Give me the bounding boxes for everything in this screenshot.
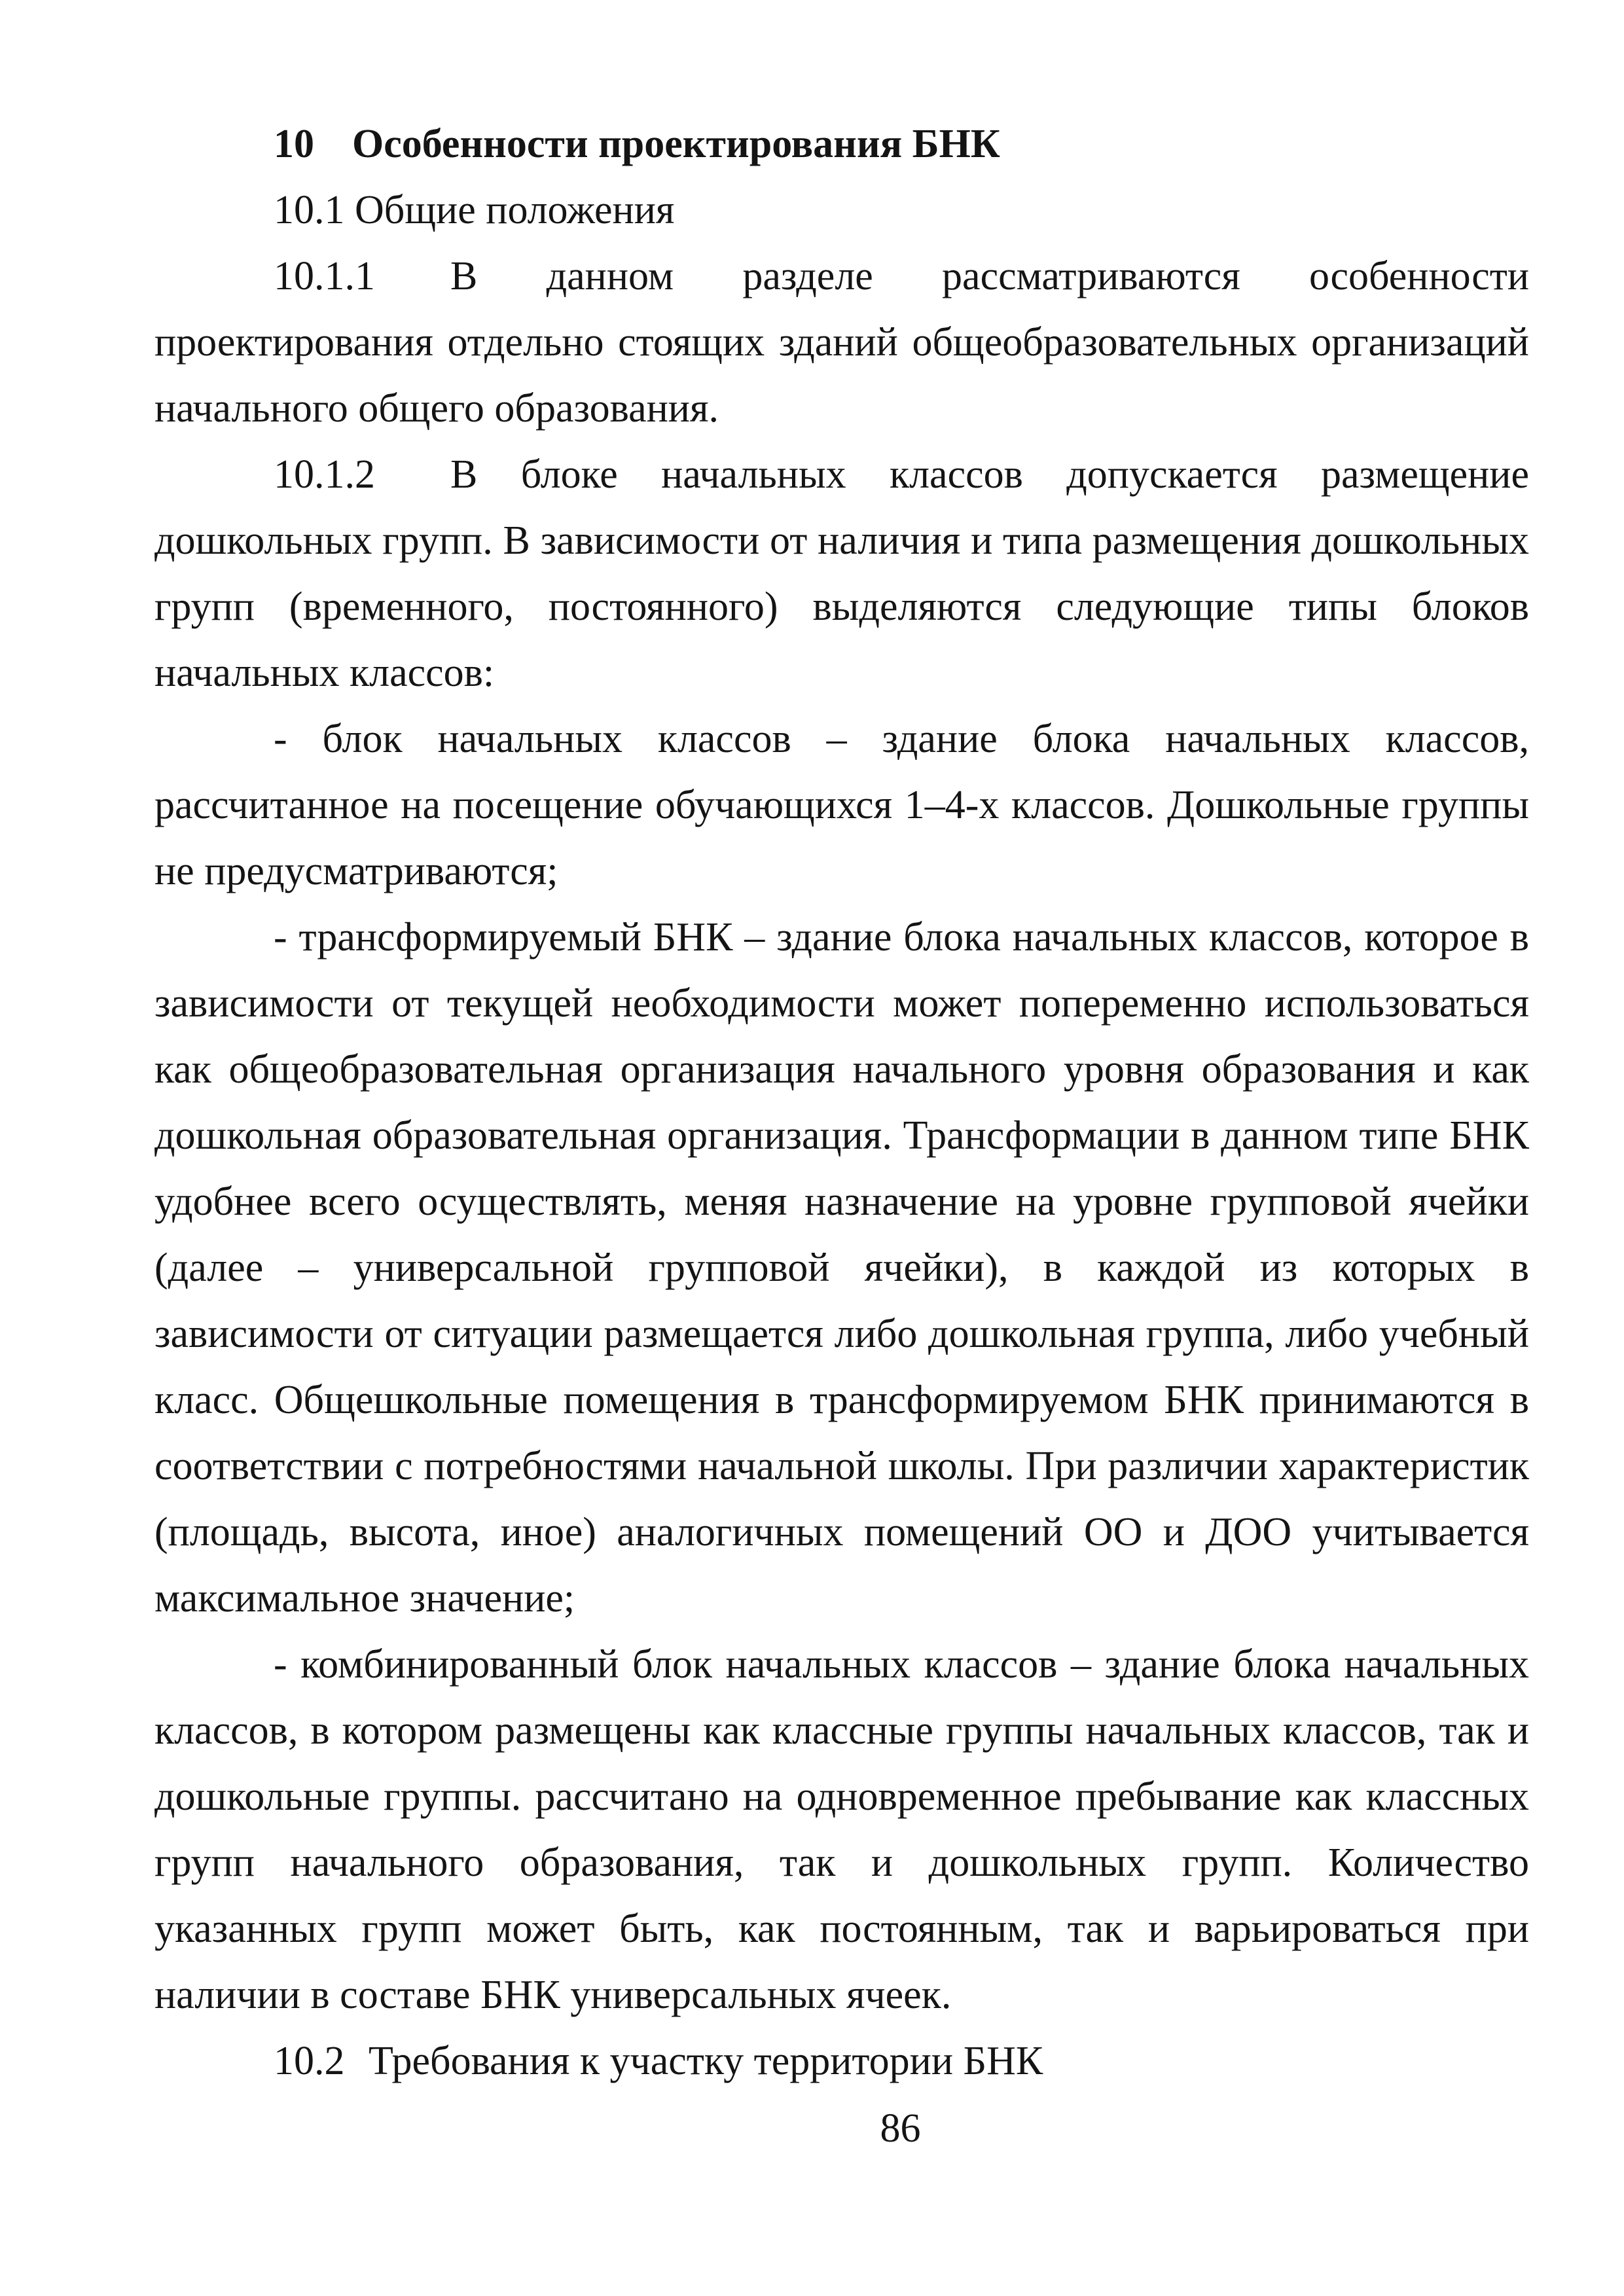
document-page: [154, 111, 1529, 2094]
page-number: 86: [880, 2106, 921, 2151]
subsection-title: Общие положения: [355, 188, 675, 232]
list-item-combined-block: - комбинированный блок начальных классов – здание блока начальных классов, в котором размещены как классные группы начальных классов, так и дошкольные группы. рассчитано на одновременное пребывание как классных групп начального образования, так и дошкольных групп. Количество указанных групп может быть, как постоянным, так и варьироваться при наличии в составе БНК универсальных ячеек.: [154, 1642, 1529, 2017]
clause-10-1-2: [154, 442, 1529, 706]
section-heading: [154, 111, 1529, 177]
next-subsection-heading: [154, 2028, 1529, 2094]
clause-number: 10.1.2: [274, 452, 375, 497]
clause-number: 10.1.1: [274, 254, 375, 298]
subsection-heading: [154, 177, 1529, 243]
list-item-transformable-block: - трансформируемый БНК – здание блока начальных классов, которое в зависимости от текущей необходимости может попеременно использоваться как общеобразовательная организация начального уровня образования и как дошкольная образовательная организация. Трансформации в данном типе БНК удобнее всего осуществлять, меняя назначение на уровне групповой ячейки (далее – универсальной групповой ячейки), в каждой из которых в зависимости от ситуации размещается либо дошкольная группа, либо учебный класс. Общешкольные помещения в трансформируемом БНК принимаются в соответствии с потребностями начальной школы. При различии характеристик (площадь, высота, иное) аналогичных помещений ОО и ДОО учитывается максимальное значение;: [154, 915, 1529, 1621]
clause-text: В данном разделе рассматриваются особенности проектирования отдельно стоящих зданий общеобразовательных организаций начального общего образования.: [154, 254, 1529, 431]
clause-10-1-1: [154, 243, 1529, 442]
clause-text: В блоке начальных классов допускается размещение дошкольных групп. В зависимости от наличия и типа размещения дошкольных групп (временного, постоянного) выделяются следующие типы блоков начальных классов:: [154, 452, 1529, 695]
section-number: 10: [274, 122, 314, 166]
subsection-number: 10.1: [274, 188, 345, 232]
list-item-basic-block: - блок начальных классов – здание блока начальных классов, рассчитанное на посещение обучающихся 1–4-х классов. Дошкольные группы не предусматриваются;: [154, 717, 1529, 893]
next-subsection-number: 10.2: [274, 2039, 345, 2083]
section-title: Особенности проектирования БНК: [352, 122, 1000, 166]
next-subsection-title: Требования к участку территории БНК: [369, 2039, 1043, 2083]
